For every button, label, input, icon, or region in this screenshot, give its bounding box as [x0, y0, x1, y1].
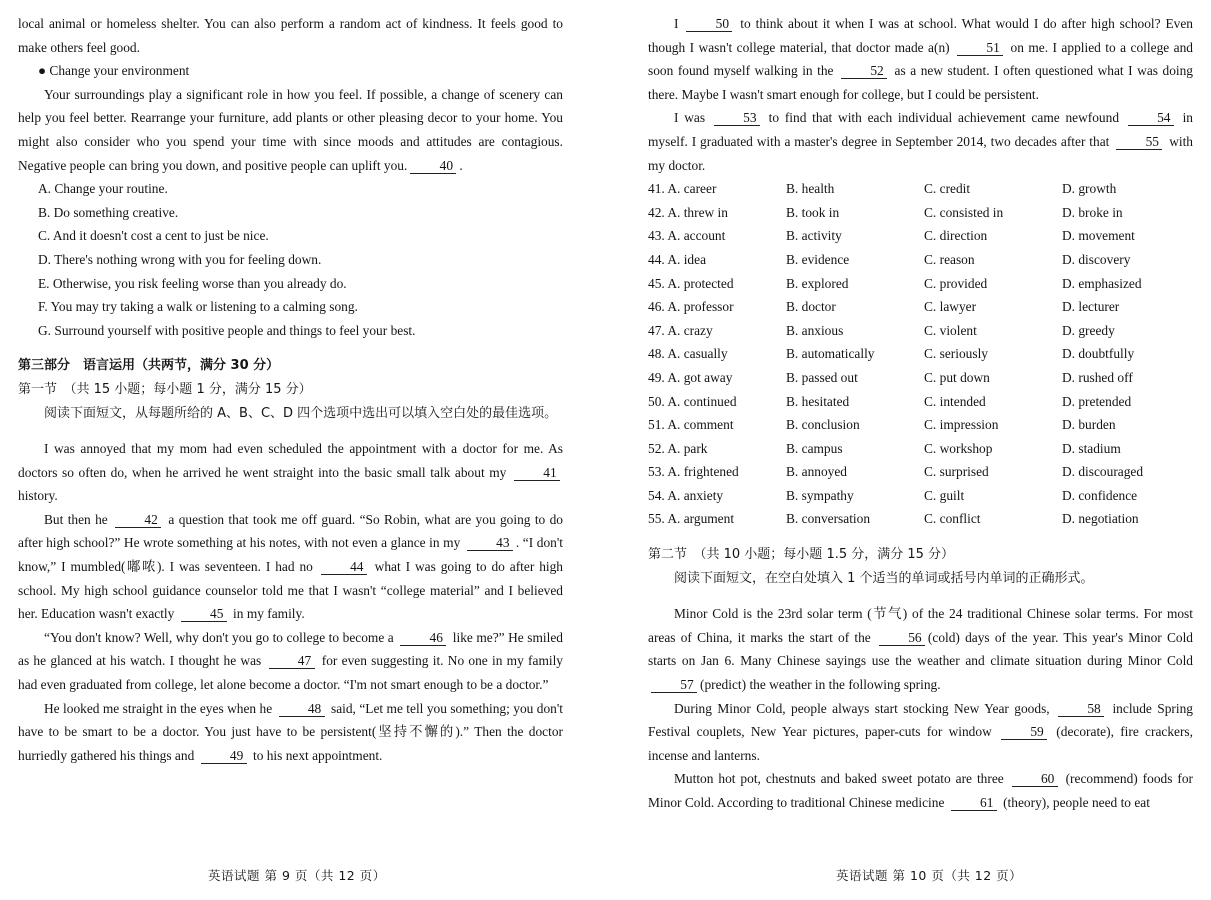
cloze-passage	[18, 437, 563, 767]
blank-56: 56	[879, 630, 925, 646]
section-title: 第三部分 语言运用（共两节，满分 30 分）	[18, 358, 280, 374]
blank-41: 41	[514, 465, 560, 481]
passage-text: said, “Let me tell you something; you don't have to be smart to be a doctor. You just have to be persistent(坚持不懈的).” Then the doctor hurriedly gathered his things and	[18, 700, 563, 763]
choice-table	[648, 177, 1193, 531]
blank-60: 60	[1012, 771, 1058, 787]
choice-option: D. rushed off	[1062, 369, 1133, 385]
choice-option: 44. A. idea	[648, 251, 707, 267]
choice-option: 45. A. protected	[648, 275, 734, 291]
env-paragraph	[18, 83, 563, 177]
blank-45: 45	[181, 606, 227, 622]
choice-row	[648, 319, 1193, 343]
choice-option: 53. A. frightened	[648, 464, 739, 480]
choice-row	[648, 177, 1193, 201]
choice-option: 54. A. anxiety	[648, 487, 724, 503]
passage-text: on me. I applied to a college and soon found myself walking in the	[648, 39, 1193, 79]
choice-option: 41. A. career	[648, 181, 717, 197]
choice-option: B. hesitated	[786, 393, 850, 409]
passage-text: During Minor Cold, people always start stocking New Year goods,	[674, 700, 1056, 716]
passage-text: (recommend) foods for Minor Cold. According to traditional Chinese medicine	[648, 771, 1193, 810]
passage-text: for even suggesting it. No one in my family had even graduated from college, let alone become a doctor. “I'm not smart enough to be a doctor.”	[18, 653, 563, 693]
choice-option: B. conversation	[786, 511, 871, 527]
choice-row	[648, 272, 1193, 296]
choice-option: C. credit	[924, 181, 971, 197]
choice-option: 48. A. casually	[648, 346, 728, 362]
choice-option: B. doctor	[786, 299, 836, 315]
blank-42: 42	[115, 512, 161, 528]
choice-option: C. conflict	[924, 511, 981, 527]
choice-option: D. discouraged	[1062, 464, 1144, 480]
passage-paragraph	[18, 626, 563, 697]
blank-47: 47	[269, 653, 315, 669]
choice-option: B. campus	[786, 440, 843, 456]
passage-text: I was	[674, 110, 711, 126]
choice-row	[648, 460, 1193, 484]
passage-text: to think about it when I was at school. What would I do after high school? Even though I wasn't college material, that doctor made a(n)	[648, 16, 1193, 55]
passage-text: include Spring Festival couplets, New Year pictures, paper-cuts for window	[648, 700, 1193, 740]
choice-option: C. seriously	[924, 346, 988, 362]
page-10	[648, 12, 1193, 815]
choice-option: D. confidence	[1062, 487, 1138, 503]
option-item: G. Surround yourself with positive people and things to feel your best.	[38, 322, 416, 338]
choice-option: 46. A. professor	[648, 299, 734, 315]
choice-option: C. violent	[924, 322, 977, 338]
blank-55: 55	[1116, 134, 1162, 150]
option-item: E. Otherwise, you risk feeling worse than you already do.	[38, 275, 347, 291]
intro-text: local animal or homeless shelter. You can also perform a random act of kindness. It feels good to make others feel good.	[18, 16, 563, 55]
passage-text: a question that took me off guard. “So Robin, what are you going to do after high school?” He wrote something at his notes, with not even a glance in my	[18, 511, 563, 551]
choice-row	[648, 224, 1193, 248]
env-paragraph-text: Your surroundings play a significant role in how you feel. If possible, a change of scenery can help you feel better. Rearrange your furniture, add plants or other pleasing decor to your home. You might also consider who you spend your time with since moods and attitudes are contagious. Negative people can bring you down, and positive people can uplift you.	[18, 86, 563, 173]
passage-text: “You don't know? Well, why don't you go to college to become a	[44, 629, 398, 645]
fill-passage	[648, 602, 1193, 814]
choice-option: C. provided	[924, 275, 988, 291]
passage-paragraph	[648, 697, 1193, 768]
passage-text: (cold) days of the year. This year's Minor Cold starts on Jan 6. Many Chinese sayings use the weather and climate situation during Minor Cold	[648, 629, 1193, 669]
intro-paragraph	[18, 12, 563, 59]
subsection-title: 第一节 （共 15 小题；每小题 1 分，满分 15 分）	[18, 381, 312, 397]
choice-option: B. activity	[786, 228, 842, 244]
choice-option: C. surprised	[924, 464, 989, 480]
blank-59: 59	[1001, 724, 1047, 740]
blank-48: 48	[279, 701, 325, 717]
blank-50: 50	[686, 16, 732, 32]
option-item: F. You may try taking a walk or listening to a calming song.	[38, 299, 358, 315]
passage-text: what I was going to do after high school. My high school guidance counselor told me that I wasn't “college material” and I believed her. Education wasn't exactly	[18, 559, 564, 622]
choice-option: 42. A. threw in	[648, 204, 728, 220]
blank-43: 43	[467, 535, 513, 551]
passage-text: I was annoyed that my mom had even scheduled the appointment with a doctor for me. As doctors so often do, when he arrived he went straight into the basic small talk about my	[18, 441, 563, 480]
choice-option: B. conclusion	[786, 417, 860, 433]
choice-option: C. put down	[924, 369, 990, 385]
page-9	[18, 12, 563, 767]
choice-option: B. sympathy	[786, 487, 854, 503]
passage-text: (decorate), fire crackers, incense and lanterns.	[648, 724, 1193, 763]
choice-row	[648, 248, 1193, 272]
choice-option: D. movement	[1062, 228, 1135, 244]
choice-option: D. burden	[1062, 417, 1116, 433]
passage-text: Minor Cold is the 23rd solar term (节气) of the 24 traditional Chinese solar terms. For most areas of China, it marks the start of the	[648, 606, 1193, 645]
instruction: 阅读下面短文，从每题所给的 A、B、C、D 四个选项中选出可以填入空白处的最佳选项。	[44, 405, 558, 421]
subsection-title-2: 第二节 （共 10 小题；每小题 1.5 分，满分 15 分）	[648, 547, 955, 563]
choice-option: C. guilt	[924, 487, 965, 503]
choice-option: D. greedy	[1062, 322, 1115, 338]
page-footer-10: 英语试题 第 10 页（共 12 页）	[836, 868, 1023, 883]
blank-49: 49	[201, 748, 247, 764]
passage-text: Mutton hot pot, chestnuts and baked sweet potato are three	[674, 771, 1009, 787]
passage-text: He looked me straight in the eyes when he	[44, 700, 276, 716]
blank-53: 53	[714, 110, 760, 126]
choice-row	[648, 484, 1193, 508]
passage-text: as a new student. I often questioned what I was doing there. Maybe I wasn't smart enough for college, but I could be persistent.	[648, 63, 1193, 102]
blank-57: 57	[651, 677, 697, 693]
choice-option: 50. A. continued	[648, 393, 737, 409]
option-item: C. And it doesn't cost a cent to just be nice.	[38, 228, 269, 244]
blank-51: 51	[957, 40, 1003, 56]
blank-46: 46	[400, 630, 446, 646]
option-item: B. Do something creative.	[38, 204, 179, 220]
choice-option: D. stadium	[1062, 440, 1121, 456]
choice-option: B. health	[786, 181, 835, 197]
choice-option: D. emphasized	[1062, 275, 1142, 291]
choice-option: C. lawyer	[924, 299, 977, 315]
blank-52: 52	[841, 63, 887, 79]
instruction-2: 阅读下面短文，在空白处填入 1 个适当的单词或括号内单词的正确形式。	[674, 570, 1094, 586]
choice-option: C. workshop	[924, 440, 993, 456]
passage-text: history.	[18, 488, 58, 504]
blank-40: 40	[410, 158, 456, 174]
passage-paragraph	[648, 602, 1193, 696]
passage-paragraph	[18, 697, 563, 768]
choice-option: D. lecturer	[1062, 299, 1120, 315]
passage-text: like me?” He smiled as he glanced at his watch. I thought he was	[18, 629, 563, 669]
choice-row	[648, 366, 1193, 390]
passage-text: (predict) the weather in the following spring.	[700, 677, 941, 693]
choice-option: B. explored	[786, 275, 849, 291]
choice-option: B. evidence	[786, 251, 850, 267]
passage-paragraph	[18, 508, 563, 626]
options-list	[18, 177, 563, 342]
env-heading: ● Change your environment	[38, 63, 190, 79]
choice-option: C. consisted in	[924, 204, 1004, 220]
choice-option: 51. A. comment	[648, 417, 734, 433]
choice-row	[648, 507, 1193, 531]
choice-row	[648, 201, 1193, 225]
choice-option: D. pretended	[1062, 393, 1132, 409]
choice-option: 52. A. park	[648, 440, 708, 456]
choice-option: D. growth	[1062, 181, 1117, 197]
passage-paragraph	[648, 12, 1193, 106]
choice-option: C. reason	[924, 251, 975, 267]
choice-option: B. took in	[786, 204, 840, 220]
passage-text: . “I don't know,” I mumbled(嘟哝). I was seventeen. I had no	[18, 535, 563, 575]
passage-text: to find that with each individual achievement came newfound	[762, 110, 1125, 126]
option-item: D. There's nothing wrong with you for feeling down.	[38, 251, 322, 267]
choice-option: C. impression	[924, 417, 999, 433]
option-item: A. Change your routine.	[38, 181, 168, 197]
blank-58: 58	[1058, 701, 1104, 717]
passage-text: I	[674, 16, 684, 31]
choice-option: D. broke in	[1062, 204, 1123, 220]
choice-option: B. anxious	[786, 322, 844, 338]
choice-option: B. automatically	[786, 346, 875, 362]
choice-option: D. discovery	[1062, 251, 1131, 267]
env-paragraph-end: .	[459, 157, 463, 173]
choice-option: B. passed out	[786, 369, 858, 385]
cloze-passage-continued	[648, 12, 1193, 177]
choice-option: 55. A. argument	[648, 511, 735, 527]
choice-row	[648, 390, 1193, 414]
choice-row	[648, 413, 1193, 437]
passage-text: But then he	[44, 511, 113, 527]
blank-54: 54	[1128, 110, 1174, 126]
page-footer-9: 英语试题 第 9 页（共 12 页）	[208, 868, 386, 883]
passage-text: to his next appointment.	[249, 747, 383, 763]
choice-option: 47. A. crazy	[648, 322, 713, 338]
choice-option: D. negotiation	[1062, 511, 1139, 527]
blank-61: 61	[951, 795, 997, 811]
choice-option: 49. A. got away	[648, 369, 733, 385]
choice-row	[648, 295, 1193, 319]
choice-option: 43. A. account	[648, 228, 726, 244]
choice-option: C. intended	[924, 393, 986, 409]
choice-option: B. annoyed	[786, 464, 847, 480]
blank-44: 44	[321, 559, 367, 575]
passage-paragraph	[648, 106, 1193, 177]
passage-text: (theory), people need to eat	[999, 795, 1150, 810]
passage-text: with my doctor.	[648, 133, 1194, 173]
passage-text: in myself. I graduated with a master's degree in September 2014, two decades after that	[648, 110, 1193, 149]
passage-paragraph	[18, 437, 563, 508]
choice-row	[648, 437, 1193, 461]
choice-option: D. doubtfully	[1062, 346, 1135, 362]
choice-row	[648, 342, 1193, 366]
passage-paragraph	[648, 767, 1193, 814]
choice-option: C. direction	[924, 228, 988, 244]
passage-text: in my family.	[229, 606, 305, 622]
